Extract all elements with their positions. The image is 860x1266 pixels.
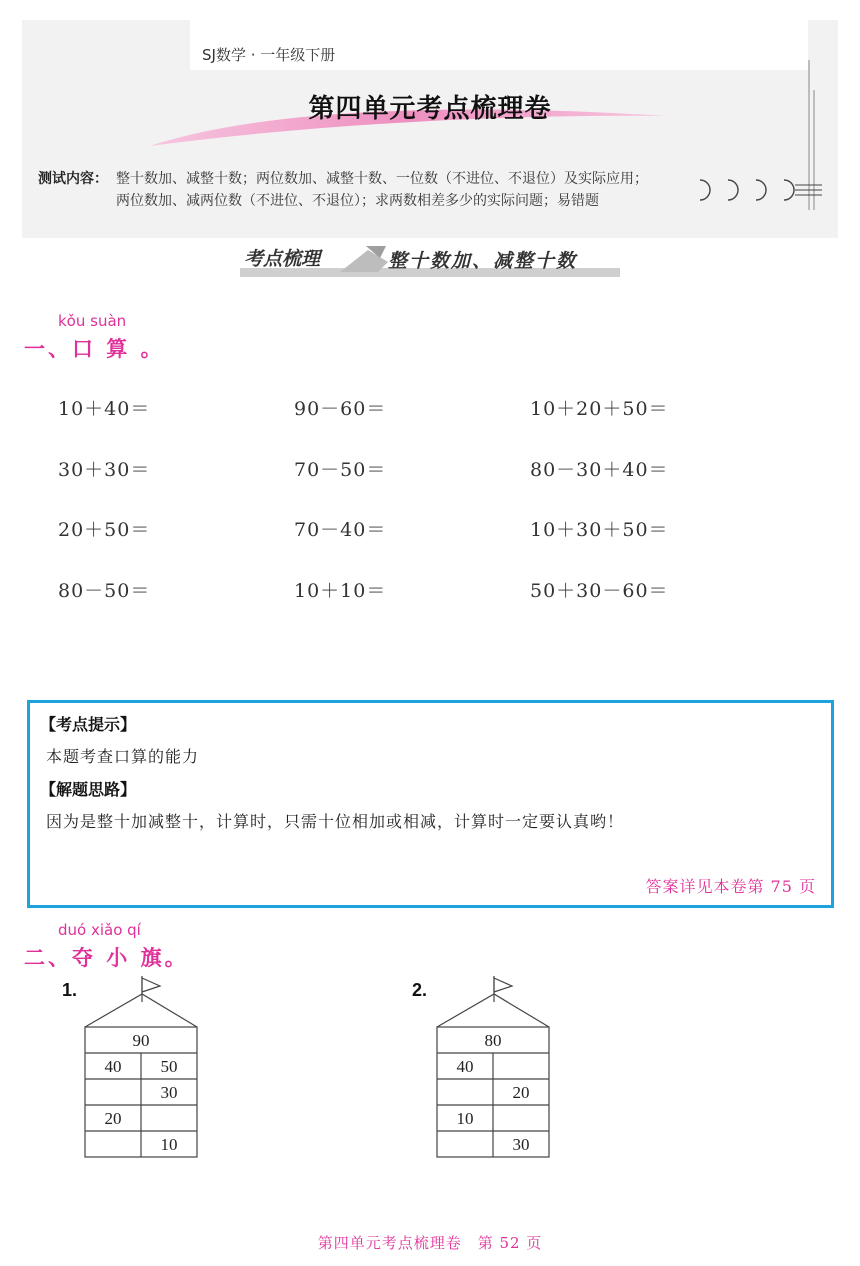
section1-pinyin: kǒu suàn: [58, 312, 127, 330]
page-title: 第四单元考点梳理卷: [308, 94, 552, 124]
arith-expression: 20＋50＝: [58, 519, 151, 541]
flag-cell: 30: [160, 1083, 178, 1102]
arith-expression: 10＋30＋50＝: [530, 519, 669, 541]
arith-expression: 80－50＝: [58, 580, 151, 602]
flag-cell: 20: [104, 1109, 122, 1128]
arith-expression: 10＋10＝: [294, 580, 387, 602]
arith-expression: 90－60＝: [294, 398, 387, 420]
section1-heading: 一、口 算 。: [24, 337, 165, 361]
tip-heading: 【考点提示】: [40, 715, 137, 734]
flag-cell: 40: [104, 1057, 122, 1076]
flag-icon: [142, 978, 160, 992]
section2-pinyin: duó xiǎo qí: [58, 921, 141, 939]
idea-heading: 【解题思路】: [40, 780, 137, 799]
flag-top-value: 90: [132, 1031, 150, 1050]
arith-expression: 70－40＝: [294, 519, 387, 541]
idea-text: 因为是整十加减整十，计算时，只需十位相加或相减，计算时一定要认真哟！: [46, 812, 625, 831]
topic-banner-label: 考点梳理: [244, 248, 321, 270]
subject-label: SJ数学 · 一年级下册: [202, 46, 336, 64]
flag-question-number: 1.: [62, 980, 78, 1000]
test-content-line-2: 两位数加、减两位数（不进位、不退位）；求两数相差多少的实际问题；易错题: [116, 193, 599, 209]
page-footer: 第四单元考点梳理卷 第 52 页: [317, 1234, 543, 1252]
flag-cell: 20: [512, 1083, 530, 1102]
arith-expression: 10＋40＝: [58, 398, 151, 420]
flag-cell: 10: [160, 1135, 178, 1154]
flag-roof: [437, 994, 549, 1027]
flag-cell: 10: [456, 1109, 474, 1128]
topic-banner-topic: 整十数加、减整十数: [388, 250, 578, 272]
flag-roof: [85, 994, 197, 1027]
arith-expression: 10＋20＋50＝: [530, 398, 669, 420]
flag-icon: [494, 978, 512, 992]
arith-expression: 30＋30＝: [58, 459, 151, 481]
tip-text: 本题考查口算的能力: [46, 747, 200, 766]
flag-question-number: 2.: [412, 980, 428, 1000]
arith-expression: 80－30＋40＝: [530, 459, 669, 481]
flag-cell: 50: [160, 1057, 178, 1076]
flag-top-value: 80: [484, 1031, 502, 1050]
arith-expression: 50＋30－60＝: [530, 580, 669, 602]
flag-cell: 40: [456, 1057, 474, 1076]
flag-puzzle-1: [84, 976, 200, 1162]
test-content-label: 测试内容：: [38, 171, 108, 187]
flag-cell: 30: [512, 1135, 530, 1154]
section2-heading: 二、夺 小 旗。: [24, 946, 189, 970]
arith-expression: 70－50＝: [294, 459, 387, 481]
flag-puzzle-2: [436, 976, 552, 1162]
crescent-decoration: [690, 176, 825, 206]
answer-reference: 答案详见本卷第 75 页: [645, 877, 816, 896]
test-content-line-1: 整十数加、减整十数；两位数加、减整十数、一位数（不进位、不退位）及实际应用；: [116, 171, 648, 187]
